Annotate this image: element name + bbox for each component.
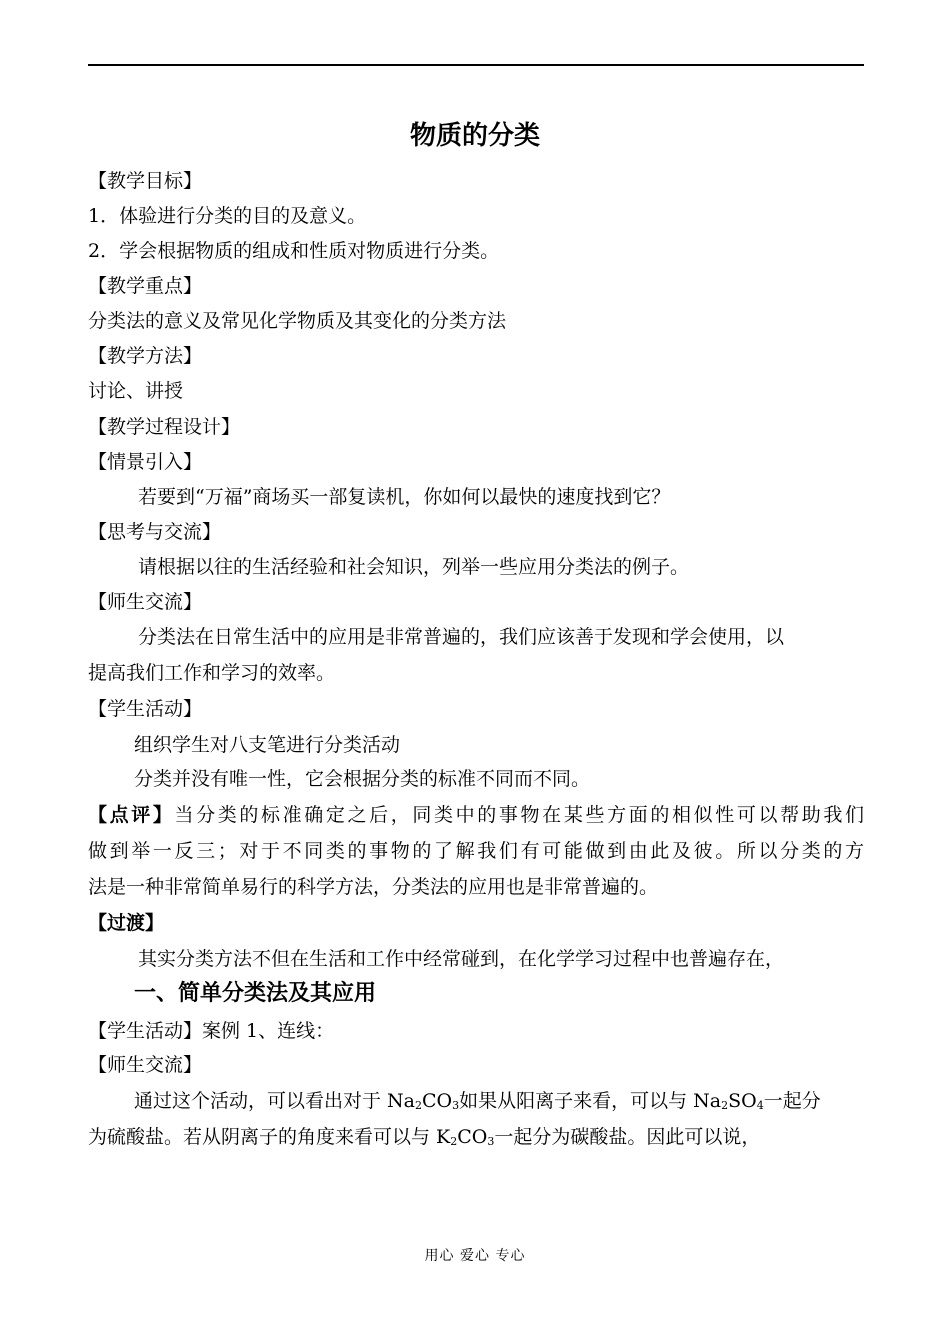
exchange-heading: 【师生交流】 bbox=[88, 591, 203, 613]
transition-text: 其实分类方法不但在生活和工作中经常碰到，在化学学习过程中也普遍存在， bbox=[138, 948, 785, 970]
focus-heading: 【教学重点】 bbox=[88, 275, 203, 297]
exchange2-text: 通过这个活动，可以看出对于 Na bbox=[134, 1090, 415, 1112]
exchange2-paragraph-line-1 bbox=[134, 1086, 866, 1116]
goal-1: 1．体验进行分类的目的及意义。 bbox=[88, 205, 367, 227]
activity-text-1: 组织学生对八支笔进行分类活动 bbox=[134, 734, 401, 756]
goals-heading: 【教学目标】 bbox=[88, 170, 203, 192]
exchange-text-2: 提高我们工作和学习的效率。 bbox=[88, 662, 336, 684]
case-label: 【学生活动】 bbox=[88, 1020, 203, 1042]
review-text-2: 做到举一反三；对于不同类的事物的了解我们有可能做到由此及彼。所以分类的方 bbox=[88, 840, 864, 862]
page-footer: 用心 爱心 专心 bbox=[424, 1248, 526, 1264]
think-text: 请根据以往的生活经验和社会知识，列举一些应用分类法的例子。 bbox=[138, 556, 690, 578]
review-text-1: 当分类的标准确定之后，同类中的事物在某些方面的相似性可以帮助我们 bbox=[174, 804, 864, 826]
exchange2-heading: 【师生交流】 bbox=[88, 1054, 203, 1076]
subscript: 3 bbox=[487, 1135, 495, 1148]
transition-label: 【过渡】 bbox=[88, 912, 165, 934]
exchange2-text: 一起分为碳酸盐。因此可以说， bbox=[494, 1126, 761, 1148]
subscript: 2 bbox=[415, 1099, 422, 1112]
exchange2-paragraph-line-2 bbox=[88, 1122, 868, 1152]
activity-text-2: 分类并没有唯一性，它会根据分类的标准不同而不同。 bbox=[134, 768, 591, 790]
case-line bbox=[88, 1016, 868, 1046]
method-text: 讨论、讲授 bbox=[88, 380, 184, 402]
intro-heading: 【情景引入】 bbox=[88, 451, 203, 473]
exchange2-text: CO bbox=[422, 1090, 453, 1112]
exchange2-text: 如果从阳离子来看，可以与 Na bbox=[459, 1090, 722, 1112]
subscript: 2 bbox=[721, 1099, 729, 1112]
subscript: 4 bbox=[756, 1099, 764, 1112]
header-rule bbox=[88, 64, 864, 66]
exchange2-text: 为硫酸盐。若从阴离子的角度来看可以与 K bbox=[88, 1126, 451, 1148]
goal-2: 2．学会根据物质的组成和性质对物质进行分类。 bbox=[88, 240, 500, 262]
review-label: 【点评】 bbox=[88, 804, 175, 826]
focus-text: 分类法的意义及常见化学物质及其变化的分类方法 bbox=[88, 310, 507, 332]
document-title: 物质的分类 bbox=[409, 121, 540, 151]
intro-text: 若要到“万福”商场买一部复读机，你如何以最快的速度找到它？ bbox=[138, 486, 671, 508]
subscript: 2 bbox=[450, 1135, 458, 1148]
think-heading: 【思考与交流】 bbox=[88, 521, 222, 543]
activity-heading: 【学生活动】 bbox=[88, 698, 203, 720]
method-heading: 【教学方法】 bbox=[88, 345, 203, 367]
process-heading: 【教学过程设计】 bbox=[88, 416, 241, 438]
case-text: 案例 1、连线： bbox=[202, 1020, 335, 1042]
exchange-text-1: 分类法在日常生活中的应用是非常普遍的，我们应该善于发现和学会使用，以 bbox=[138, 626, 785, 648]
subscript: 3 bbox=[452, 1099, 460, 1112]
review-text-3: 法是一种非常简单易行的科学方法，分类法的应用也是非常普遍的。 bbox=[88, 876, 659, 898]
exchange2-text: 一起分 bbox=[763, 1090, 821, 1112]
section-1-heading: 一、简单分类法及其应用 bbox=[134, 981, 377, 1006]
review-line-1 bbox=[88, 800, 864, 830]
exchange2-text: SO bbox=[728, 1090, 757, 1112]
exchange2-text: CO bbox=[457, 1126, 488, 1148]
